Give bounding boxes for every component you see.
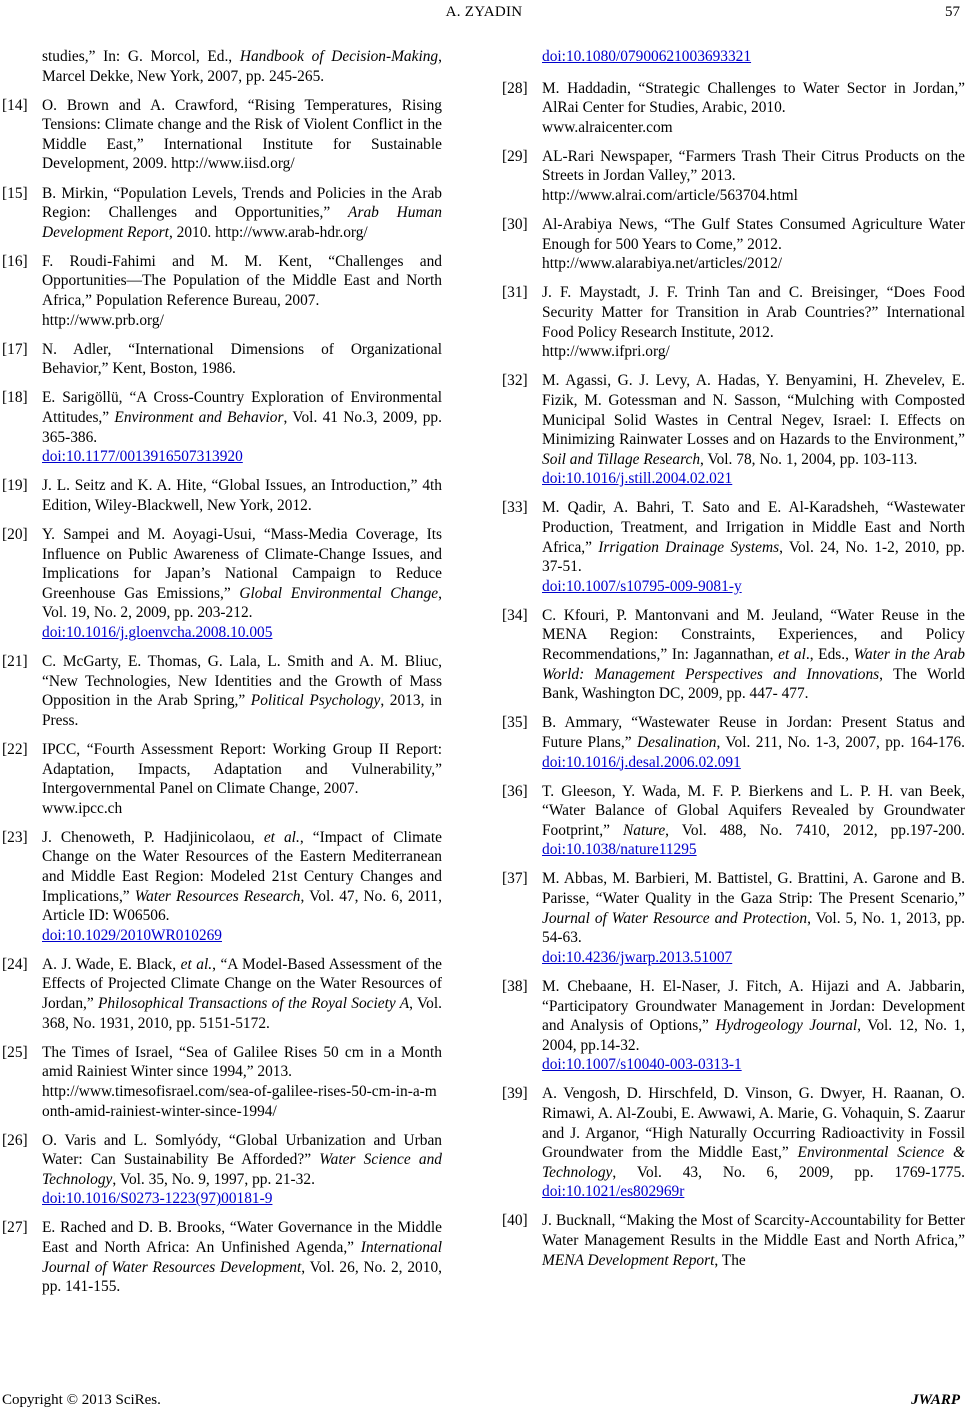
reference-number: [23] (2, 828, 28, 846)
reference-text: O. Brown and A. Crawford, “Rising Temperatures, Rising Tensions: Climate change and the Risk of Violent Conflict in the Middle East,” International Institute for Sustainable Development, 2009. http://www.iisd.org/ (42, 96, 442, 173)
reference-url[interactable]: http://www.alrai.com/article/563704.html (542, 187, 798, 205)
reference-text: M. Qadir, A. Bahri, T. Sato and E. Al-Karadsheh, “Wastewater Production, Treatment, and Irrigation in Middle East and North Africa,” Irrigation Drainage Systems, Vol. 24, No. 1-2, 2010, pp. 37-51. doi:10.1007/s10795-009-9081-y (542, 499, 965, 595)
doi-link[interactable]: doi:10.1016/j.still.2004.02.021 (542, 470, 733, 488)
reference-url[interactable]: http://www.prb.org/ (42, 311, 164, 329)
doi-link[interactable]: doi:10.1016/j.gloenvcha.2008.10.005 (42, 623, 273, 641)
reference-text: M. Abbas, M. Barbieri, M. Battistel, G. Brattini, A. Garone and B. Parisse, “Water Quality in the Gaza Strip: The Present Scenario,” Journal of Water Resource and Protection, Vol. 5, No. 1, 2013, pp. 54-63. doi:10.4236/jwarp.2013.51007 (542, 870, 965, 966)
reference-number: [40] (502, 1212, 528, 1230)
reference-number: [20] (2, 525, 28, 543)
reference-text: A. Vengosh, D. Hirschfeld, D. Vinson, G. Dwyer, H. Raanan, O. Rimawi, A. Al-Zoubi, E. Awwawi, A. Marie, G. Vohaquin, S. Zaarur and J. Arganor, “High Naturally Occurring Radioactivity in Fossil Groundwater from the Middle East,” Environmental Science & Technology, Vol. 43, No. 6, 2009, pp. 1769-1775. doi:10.1021/es802969r (542, 1085, 966, 1201)
reference-number: [32] (502, 372, 528, 390)
reference-text: E. Rached and D. B. Brooks, “Water Governance in the Middle East and North Africa: An Unfinished Agenda,” International Journal of Water Resources Development, Vol. 26, No. 2, 2010, pp. 141-155. (42, 1219, 442, 1296)
reference-url[interactable]: http://www.timesofisrael.com/sea-of-galilee-rises-50-cm-in-a-month-amid-rainiest-winter-since-1994/ (42, 1082, 437, 1120)
reference-21 (2, 652, 442, 730)
reference-text: T. Gleeson, Y. Wada, M. F. P. Bierkens and L. P. H. van Beek, “Water Balance of Global Aquifers Revealed by Groundwater Footprint,” Nature, Vol. 488, No. 7410, 2012, pp.197-200. doi:10.1038/nature11295 (542, 782, 965, 859)
reference-number: [19] (2, 477, 28, 495)
copyright-notice: Copyright © 2013 SciRes. (2, 1392, 161, 1408)
reference-number: [17] (2, 340, 28, 358)
doi-link[interactable]: doi:10.1038/nature11295 (542, 841, 697, 859)
reference-url[interactable]: www.alraicenter.com (542, 118, 673, 136)
reference-text: M. Chebaane, H. El-Naser, J. Fitch, A. Hijazi and A. Jabbarin, “Participatory Groundwater Management in Jordan: Development and Analysis of Options,” Hydrogeology Journal, Vol. 12, No. 1, 2004, pp.14-32. doi:10.1007/s10040-003-0313-1 (542, 977, 965, 1074)
reference-37 (502, 869, 965, 967)
reference-number: [33] (502, 499, 528, 517)
reference-text: C. Kfouri, P. Mantonvani and M. Jeuland, “Water Reuse in the MENA Region: Constraints, Experiences, and Policy Recommendations,” In: Jagannathan, et al., Eds., Water in the Arab World: Management Perspectives and Innovations, The World Bank, Washington DC, 2009, pp. 447- 477. (542, 606, 965, 703)
reference-24 (2, 955, 442, 1033)
reference-text: Y. Sampei and M. Aoyagi-Usui, “Mass-Media Coverage, Its Influence on Public Awareness of Climate-Change Issues, and Implications for Japan’s National Campaign to Reduce Greenhouse Gas Emissions,” Global Environmental Change, Vol. 19, No. 2, 2009, pp. 203-212. doi:10.1016/j.gloenvcha.2008.10.005 (42, 525, 442, 641)
reference-25 (2, 1043, 442, 1121)
reference-text: M. Agassi, G. J. Levy, A. Hadas, Y. Benyamini, H. Zhevelev, E. Fizik, M. Gotessman and N. Sasson, “Mulching with Composted Municipal Solid Wastes in Central Negev, Israel: I. Effects on Minimizing Rainwater Losses and on Hazards to the Environment,” Soil and Tillage Research, Vol. 78, No. 1, 2004, pp. 103-113. doi:10.1016/j.still.2004.02.021 (542, 372, 965, 488)
reference-32 (502, 371, 965, 489)
reference-30 (502, 215, 965, 274)
reference-text: Al-Arabiya News, “The Gulf States Consumed Agriculture Water Enough for 500 Years to Come,” 2012. http://www.alarabiya.net/articles/2012/ (542, 216, 965, 273)
page-header (0, 4, 968, 24)
reference-continuation: studies,” In: G. Morcol, Ed., Handbook of Decision-Making, Marcel Dekke, New York, 2007, pp. 245-265. (42, 48, 442, 85)
reference-number: [39] (502, 1085, 528, 1103)
reference-number: [24] (2, 955, 28, 973)
reference-28 (502, 79, 965, 138)
reference-text: B. Mirkin, “Population Levels, Trends and Policies in the Arab Region: Challenges and Opportunities,” Arab Human Development Report, 2010. http://www.arab-hdr.org/ (42, 184, 442, 241)
reference-text: J. Bucknall, “Making the Most of Scarcity-Accountability for Better Water Management Results in the Middle East and North Africa,” MENA Development Report, The (542, 1212, 965, 1269)
reference-text: J. F. Maystadt, J. F. Trinh Tan and C. Breisinger, “Does Food Security Matter for Transition in Arab Countries?” International Food Policy Research Institute, 2012. http://www.ifpri.org/ (542, 284, 965, 361)
reference-23 (2, 828, 442, 946)
reference-number: [22] (2, 740, 28, 758)
reference-number: [38] (502, 977, 528, 995)
reference-26 (2, 1131, 442, 1209)
reference-31 (502, 283, 965, 361)
right-column (502, 47, 965, 1280)
reference-text: N. Adler, “International Dimensions of Organizational Behavior,” Kent, Boston, 1986. (42, 340, 442, 378)
doi-link[interactable]: doi:10.1007/s10040-003-0313-1 (542, 1056, 742, 1074)
reference-text: E. Sarigöllü, “A Cross-Country Exploration of Environmental Attitudes,” Environment and Behavior, Vol. 41 No.3, 2009, pp. 365-386. doi:10.1177/0013916507313920 (42, 389, 442, 466)
reference-17 (2, 340, 442, 379)
reference-number: [31] (502, 284, 528, 302)
reference-36 (502, 782, 965, 860)
left-column (2, 47, 442, 1306)
reference-text: O. Varis and L. Somlyódy, “Global Urbanization and Urban Water: Can Sustainability Be Afforded?” Water Science and Technology, Vol. 35, No. 9, 1997, pp. 21-32. doi:10.1016/S0273-1223(97)00181-9 (42, 1131, 442, 1208)
doi-link[interactable]: doi:10.1007/s10795-009-9081-y (542, 577, 742, 595)
reference-text: J. Chenoweth, P. Hadjinicolaou, et al., “Impact of Climate Change on the Water Resources of the Eastern Mediterranean and Middle East Region: Modeled 21st Century Changes and Implications,” Water Resources Research, Vol. 47, No. 6, 2011, Article ID: W06506. doi:10.1029/2010WR010269 (42, 828, 442, 944)
reference-35 (502, 713, 965, 772)
reference-number: [16] (2, 252, 28, 270)
doi-link[interactable]: doi:10.1016/S0273-1223(97)00181-9 (42, 1190, 273, 1208)
reference-19 (2, 476, 442, 515)
reference-34 (502, 606, 965, 704)
reference-16 (2, 252, 442, 330)
reference-number: [30] (502, 216, 528, 234)
reference-text: A. J. Wade, E. Black, et al., “A Model-Based Assessment of the Effects of Projected Climate Change on the Water Resources of Jordan,” Philosophical Transactions of the Royal Society A, Vol. 368, No. 1931, 2010, pp. 5151-5172. (42, 955, 443, 1032)
reference-number: [18] (2, 389, 28, 407)
reference-number: [14] (2, 96, 28, 114)
reference-url[interactable]: www.ipcc.ch (42, 799, 123, 817)
reference-number: [35] (502, 714, 528, 732)
doi-link[interactable]: doi:10.1016/j.desal.2006.02.091 (542, 753, 741, 771)
reference-number: [34] (502, 606, 528, 624)
reference-text: AL-Rari Newspaper, “Farmers Trash Their Citrus Products on the Streets in Jordan Valley,” 2013. http://www.alrai.com/article/563704.html (542, 147, 965, 205)
doi-link[interactable]: doi:10.1029/2010WR010269 (42, 926, 222, 944)
reference-22 (2, 740, 442, 818)
reference-number: [26] (2, 1131, 28, 1149)
reference-text: The Times of Israel, “Sea of Galilee Rises 50 cm in a Month amid Rainiest Winter since 1994,” 2013. http://www.timesofisrael.com/sea-of-galilee-rises-50-cm-in-a-month-amid-rainiest-winter-since-1994/ (42, 1043, 442, 1120)
reference-39 (502, 1084, 965, 1202)
doi-link[interactable]: doi:10.4236/jwarp.2013.51007 (542, 948, 733, 966)
reference-number: [37] (502, 870, 528, 888)
reference-40 (502, 1211, 965, 1270)
running-head-author: A. ZYADIN (445, 4, 523, 20)
page-number: 57 (945, 4, 960, 20)
reference-number: [27] (2, 1219, 28, 1237)
reference-20 (2, 525, 442, 643)
reference-33 (502, 498, 965, 596)
reference-text: B. Ammary, “Wastewater Reuse in Jordan: Present Status and Future Plans,” Desalination, Vol. 211, No. 1-3, 2007, pp. 164-176. doi:10.1016/j.desal.2006.02.091 (542, 714, 965, 771)
reference-url[interactable]: http://www.ifpri.org/ (542, 343, 670, 361)
reference-text: J. L. Seitz and K. A. Hite, “Global Issues, an Introduction,” 4th Edition, Wiley-Blackwell, New York, 2012. (42, 477, 442, 514)
reference-number: [28] (502, 79, 528, 97)
reference-text: F. Roudi-Fahimi and M. M. Kent, “Challenges and Opportunities—The Population of the Middle East and North Africa,” Population Reference Bureau, 2007. http://www.prb.org/ (42, 252, 442, 329)
reference-18 (2, 388, 442, 466)
doi-link[interactable]: doi:10.1177/0013916507313920 (42, 448, 243, 466)
reference-27 (2, 1218, 442, 1296)
doi-link[interactable]: doi:10.1080/07900621003693321 (542, 48, 752, 65)
reference-number: [21] (2, 653, 28, 671)
reference-text: C. McGarty, E. Thomas, G. Lala, L. Smith and A. M. Bliuc, “New Technologies, New Identities and the Growth of Mass Opposition in the Arab Spring,” Political Psychology, 2013, in Press. (42, 653, 442, 729)
journal-abbreviation: JWARP (911, 1392, 960, 1408)
reference-url[interactable]: http://www.alarabiya.net/articles/2012/ (542, 255, 783, 273)
reference-continuation (502, 47, 965, 67)
reference-text: IPCC, “Fourth Assessment Report: Working Group II Report: Adaptation, Impacts, Adaptation and Vulnerability,” Intergovernmental Panel on Climate Change, 2007. www.ipcc.ch (42, 740, 442, 817)
reference-text: M. Haddadin, “Strategic Challenges to Water Sector in Jordan,” AlRai Center for Studies, Arabic, 2010. www.alraicenter.com (542, 79, 965, 136)
reference-number: [15] (2, 184, 28, 202)
reference-number: [25] (2, 1043, 28, 1061)
reference-38 (502, 977, 965, 1075)
reference-15 (2, 184, 442, 243)
reference-14 (2, 96, 442, 174)
reference-number: [29] (502, 147, 528, 165)
reference-number: [36] (502, 782, 528, 800)
doi-link[interactable]: doi:10.1021/es802969r (542, 1183, 685, 1201)
reference-29 (502, 147, 965, 206)
